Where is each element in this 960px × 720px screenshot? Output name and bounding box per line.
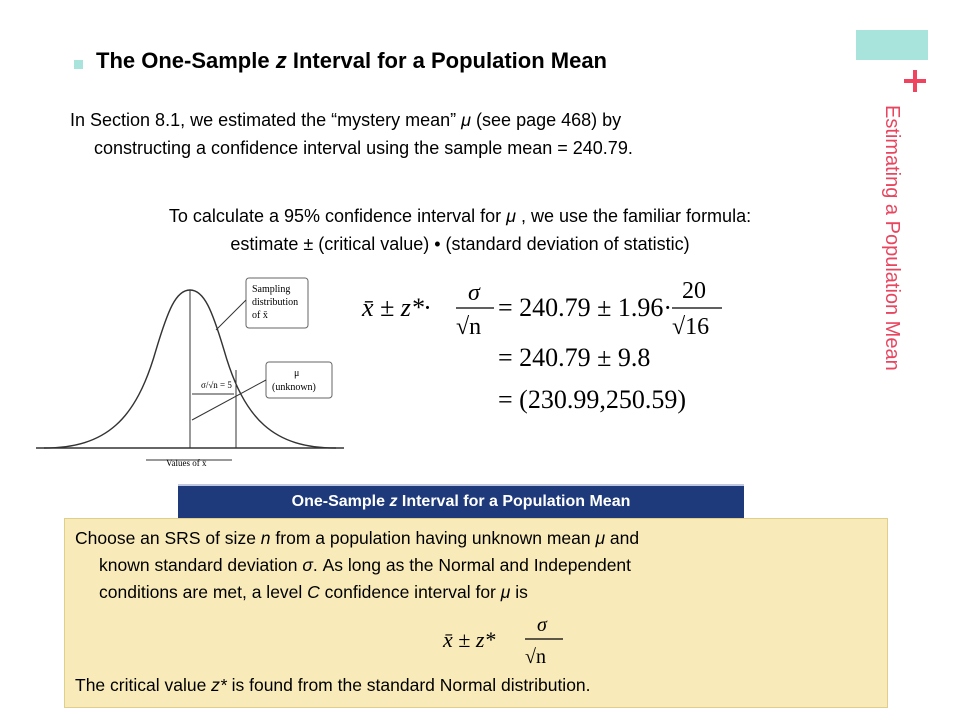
definition-box bbox=[64, 518, 888, 708]
sampling-label-line2: distribution bbox=[252, 297, 299, 308]
formula-den: √n bbox=[525, 646, 546, 668]
definition-box-header: One-Sample z Interval for a Population Mean bbox=[178, 484, 744, 518]
definition-formula bbox=[441, 611, 571, 675]
axis-label: Values of x̄ bbox=[166, 458, 207, 468]
mu-label-line1: μ bbox=[294, 368, 300, 379]
sampling-label-line3: of x̄ bbox=[252, 310, 268, 321]
formula-lhs: x̄ ± z* bbox=[443, 627, 496, 652]
formula-paragraph: To calculate a 95% confidence interval for μ , we use the familiar formula: estimate ± (critical value) • (standard deviation of statistic) bbox=[168, 206, 752, 254]
math-line3: = (230.99,250.59) bbox=[498, 385, 686, 414]
math-num-20: 20 bbox=[682, 278, 706, 304]
sigma-label: σ/√n = 5 bbox=[201, 380, 232, 390]
intro-paragraph: In Section 8.1, we estimated the “mystery mean” μ (see page 468) by constructing a confidence interval using the sample mean = 240.79. bbox=[70, 110, 633, 158]
math-sigma: σ bbox=[468, 280, 480, 306]
decorative-teal-block bbox=[856, 30, 928, 60]
math-eq1: = 240.79 ± 1.96· bbox=[498, 293, 673, 322]
sampling-label-line1: Sampling bbox=[252, 284, 291, 295]
definition-text: Choose an SRS of size n from a population having unknown mean μ and known standard deviation σ. As long as the Normal and Independent conditions are met, a level C confidence interval for μ is bbox=[75, 528, 640, 602]
mu-label-line2: (unknown) bbox=[272, 382, 316, 393]
math-lhs: x̄ ± z*· bbox=[362, 293, 431, 322]
math-sqrt-n: √n bbox=[456, 314, 482, 340]
math-den-sqrt16: √16 bbox=[672, 314, 710, 340]
interval-computation bbox=[360, 272, 740, 422]
formula-num: σ bbox=[537, 614, 547, 636]
definition-footer: The critical value z* is found from the standard Normal distribution. bbox=[75, 675, 591, 695]
plus-icon bbox=[904, 70, 926, 92]
sampling-pointer bbox=[216, 300, 246, 330]
section-title-vertical: Estimating a Population Mean bbox=[881, 105, 903, 371]
slide-heading: The One-Sample z Interval for a Population Mean bbox=[96, 48, 607, 73]
math-line2: = 240.79 ± 9.8 bbox=[498, 343, 651, 372]
sampling-distribution-figure bbox=[36, 270, 344, 470]
bullet-square-icon bbox=[74, 60, 83, 69]
